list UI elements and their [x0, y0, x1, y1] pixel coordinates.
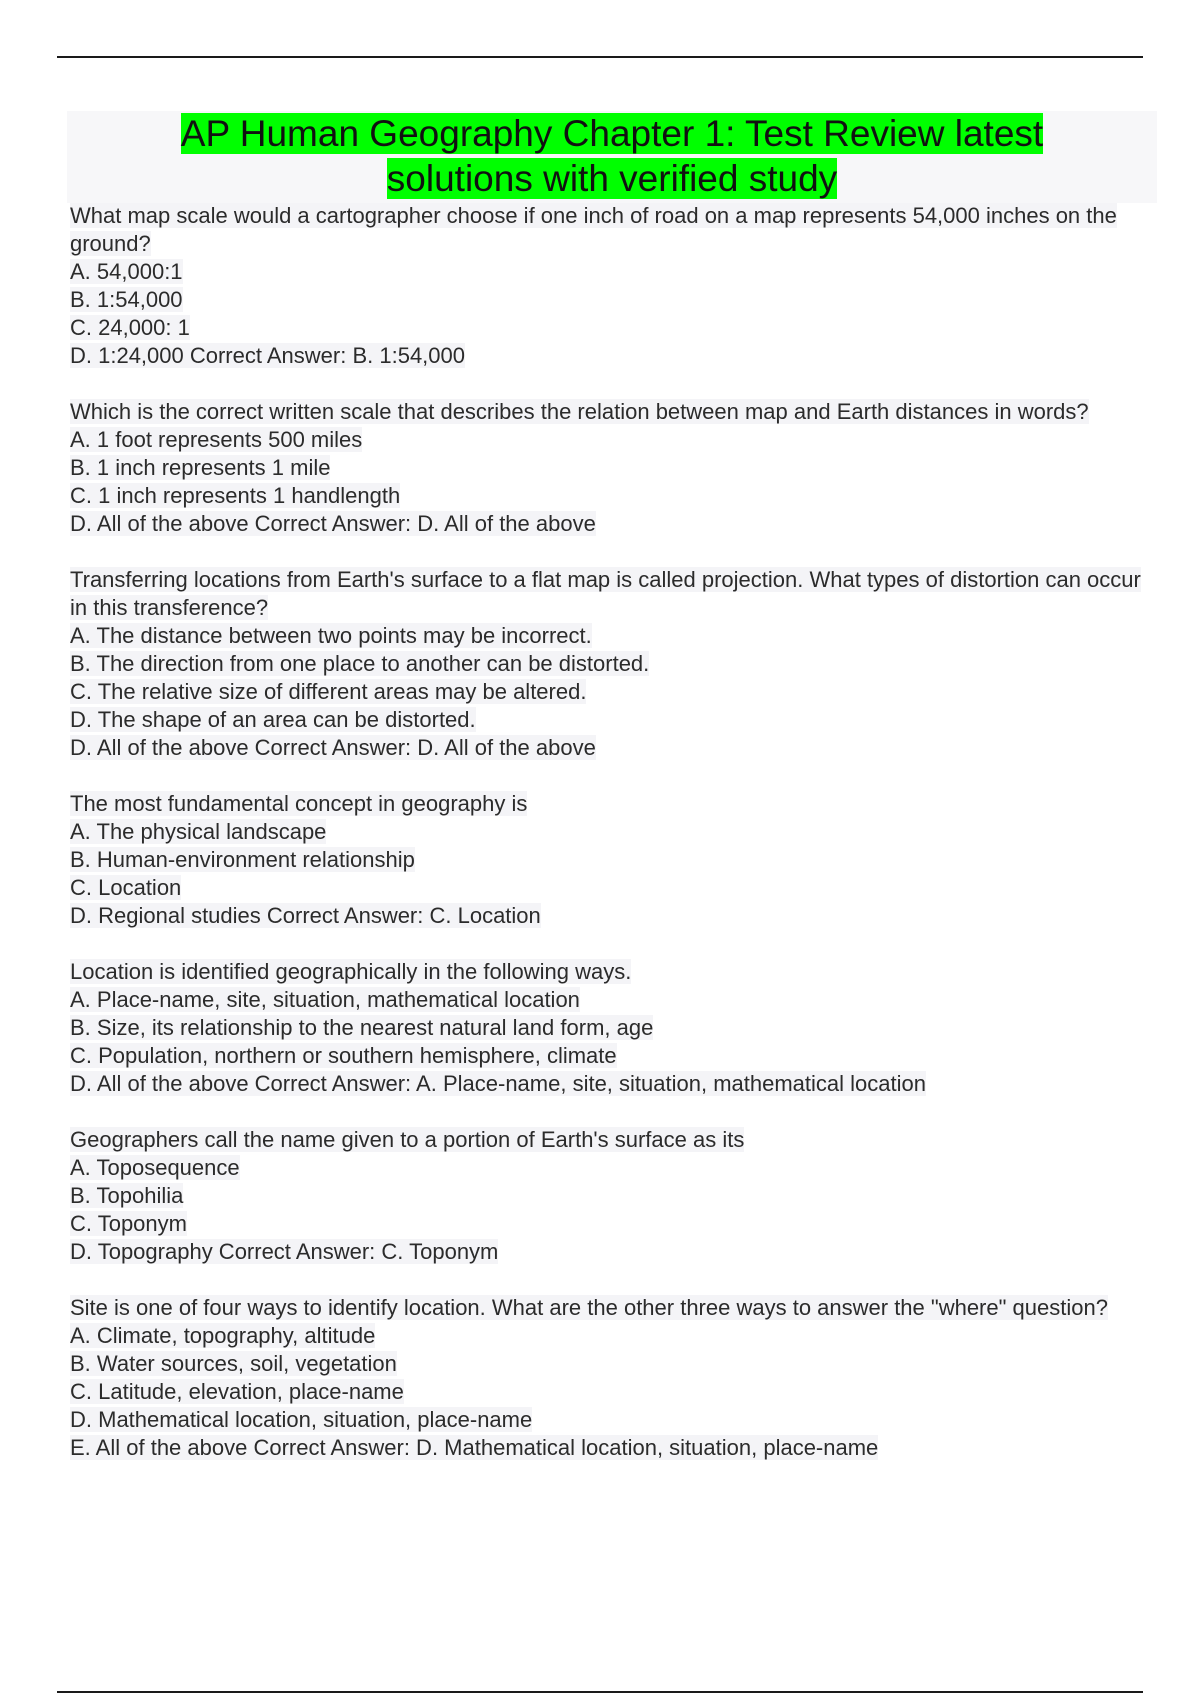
option: D. The shape of an area can be distorted.	[70, 707, 476, 732]
question-text: What map scale would a cartographer choose if one inch of road on a map represents 54,000 inches on the ground?	[70, 203, 1117, 256]
question-block-2	[70, 398, 1150, 538]
question-block-1	[70, 202, 1150, 370]
question-text: The most fundamental concept in geography is	[70, 791, 528, 816]
option: A. The distance between two points may be incorrect.	[70, 623, 592, 648]
option: B. Size, its relationship to the nearest natural land form, age	[70, 1015, 654, 1040]
question-block-7	[70, 1294, 1150, 1462]
question-text: Geographers call the name given to a portion of Earth's surface as its	[70, 1127, 745, 1152]
option: B. Human-environment relationship	[70, 847, 415, 872]
document-title	[67, 111, 1157, 201]
option: C. 24,000: 1	[70, 315, 190, 340]
title-line-2: solutions with verified study	[386, 158, 838, 199]
option-with-answer: D. Regional studies Correct Answer: C. Location	[70, 903, 541, 928]
option-with-answer: D. All of the above Correct Answer: D. All of the above	[70, 735, 596, 760]
option: C. Location	[70, 875, 182, 900]
option-with-answer: D. 1:24,000 Correct Answer: B. 1:54,000	[70, 343, 466, 368]
question-block-6	[70, 1126, 1150, 1266]
option: A. Climate, topography, altitude	[70, 1323, 376, 1348]
option: C. Population, northern or southern hemisphere, climate	[70, 1043, 617, 1068]
option: C. Latitude, elevation, place-name	[70, 1379, 404, 1404]
question-block-5	[70, 958, 1150, 1098]
option: B. 1 inch represents 1 mile	[70, 455, 331, 480]
top-divider	[57, 56, 1143, 58]
question-block-4	[70, 790, 1150, 930]
option: B. 1:54,000	[70, 287, 183, 312]
option: A. 1 foot represents 500 miles	[70, 427, 363, 452]
option: C. 1 inch represents 1 handlength	[70, 483, 401, 508]
option: A. 54,000:1	[70, 259, 183, 284]
question-text: Site is one of four ways to identify location. What are the other three ways to answer the "where" question?	[70, 1295, 1108, 1320]
option: C. The relative size of different areas may be altered.	[70, 679, 587, 704]
question-text: Transferring locations from Earth's surface to a flat map is called projection. What types of distortion can occur in this transference?	[70, 567, 1141, 620]
bottom-divider	[57, 1691, 1143, 1693]
option: A. Place-name, site, situation, mathematical location	[70, 987, 580, 1012]
question-text: Which is the correct written scale that describes the relation between map and Earth distances in words?	[70, 399, 1089, 424]
question-list	[70, 202, 1150, 1490]
option: A. The physical landscape	[70, 819, 327, 844]
option-with-answer: D. All of the above Correct Answer: D. All of the above	[70, 511, 596, 536]
question-text: Location is identified geographically in the following ways.	[70, 959, 632, 984]
question-block-3	[70, 566, 1150, 762]
option: B. Water sources, soil, vegetation	[70, 1351, 397, 1376]
option-with-answer: D. Topography Correct Answer: C. Toponym	[70, 1239, 499, 1264]
option: C. Toponym	[70, 1211, 187, 1236]
title-line-1: AP Human Geography Chapter 1: Test Review latest	[180, 113, 1044, 154]
option: B. The direction from one place to another can be distorted.	[70, 651, 650, 676]
option: B. Topohilia	[70, 1183, 184, 1208]
option-with-answer: D. All of the above Correct Answer: A. Place-name, site, situation, mathematical location	[70, 1071, 926, 1096]
option: A. Toposequence	[70, 1155, 240, 1180]
option: D. Mathematical location, situation, place-name	[70, 1407, 533, 1432]
option-with-answer: E. All of the above Correct Answer: D. Mathematical location, situation, place-name	[70, 1435, 879, 1460]
